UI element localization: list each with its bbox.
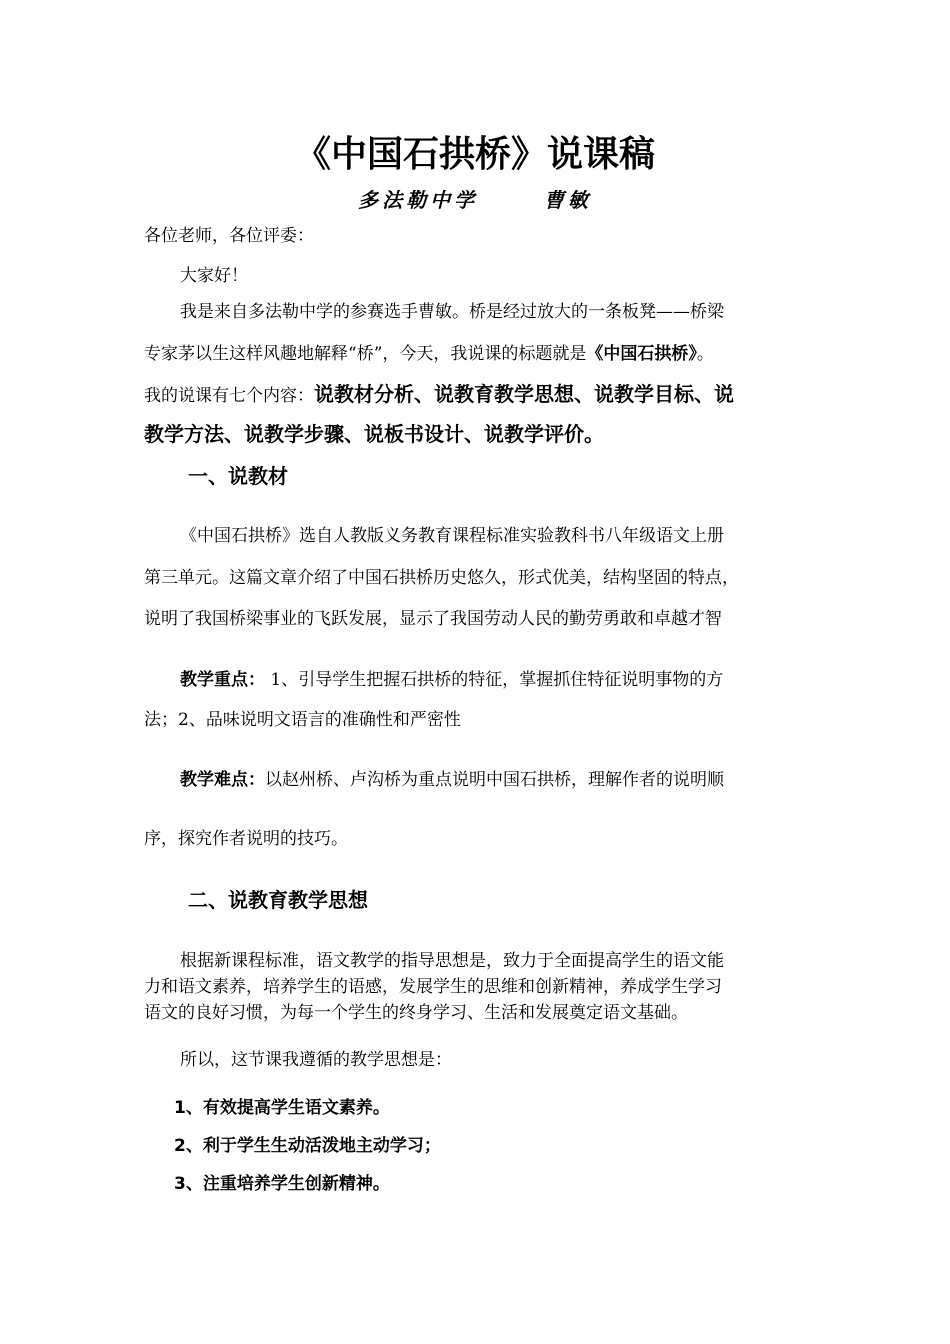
author-line: 多法勒中学 曹敏: [358, 188, 592, 212]
paragraph-line: 力和语文素养，培养学生的语感，发展学生的思维和创新精神，养成学生学习: [144, 977, 722, 997]
principle-item: 1、有效提高学生语文素养。: [174, 1098, 390, 1118]
teaching-focus-text: 1、引导学生把握石拱桥的特征，掌握抓住特征说明事物的方: [265, 670, 724, 690]
teaching-focus-label: 教学重点：: [180, 670, 265, 690]
paragraph-line: 《中国石拱桥》选自人教版义务教育课程标准实验教科书八年级语文上册: [180, 526, 724, 546]
greeting: 各位老师，各位评委：: [144, 226, 314, 246]
hello: 大家好！: [180, 266, 248, 286]
principle-item: 2、利于学生生动活泼地主动学习；: [174, 1136, 441, 1156]
intro-text: 专家茅以生这样风趣地解释“桥”，今天，我说课的标题就是: [144, 344, 587, 364]
teaching-difficulty: [144, 766, 850, 794]
intro-text: 。: [696, 344, 714, 364]
section-heading: 二、说教育教学思想: [188, 888, 368, 912]
intro-line: 我是来自多法勒中学的参赛选手曹敏。桥是经过放大的一条板凳——桥梁: [180, 302, 724, 322]
section-heading: 一、说教材: [188, 464, 288, 488]
therefore-line: 所以，这节课我遵循的教学思想是：: [180, 1050, 452, 1070]
intro-topics: 说教材分析、说教育教学思想、说教学目标、说: [314, 382, 734, 406]
principle-item: 3、注重培养学生创新精神。: [174, 1174, 390, 1194]
teaching-difficulty-label: 教学难点：: [180, 770, 265, 790]
paragraph-line: 第三单元。这篇文章介绍了中国石拱桥历史悠久，形式优美，结构坚固的特点，: [144, 568, 739, 588]
intro-title-ref: 《中国石拱桥》: [586, 344, 697, 364]
intro-topics-continued: 教学方法、说教学步骤、说板书设计、说教学评价。: [144, 422, 604, 446]
teaching-focus-continued: 法；2、品味说明文语言的准确性和严密性: [144, 710, 461, 730]
teaching-difficulty-text: 以赵州桥、卢沟桥为重点说明中国石拱桥，理解作者的说明顺: [265, 770, 724, 790]
intro-line: [144, 340, 814, 368]
intro-text: 我的说课有七个内容：: [144, 386, 314, 406]
paragraph-line: 语文的良好习惯，为每一个学生的终身学习、生活和发展奠定语文基础。: [144, 1003, 688, 1023]
teaching-difficulty-continued: 序，探究作者说明的技巧。: [144, 829, 348, 849]
paragraph-line: 说明了我国桥梁事业的飞跃发展，显示了我国劳动人民的勤劳勇敢和卓越才智: [144, 609, 722, 629]
teaching-focus: [144, 666, 850, 694]
paragraph-line: 根据新课程标准，语文教学的指导思想是，致力于全面提高学生的语文能: [180, 951, 724, 971]
intro-line: [144, 380, 814, 410]
page-title: 《中国石拱桥》说课稿: [294, 134, 655, 175]
